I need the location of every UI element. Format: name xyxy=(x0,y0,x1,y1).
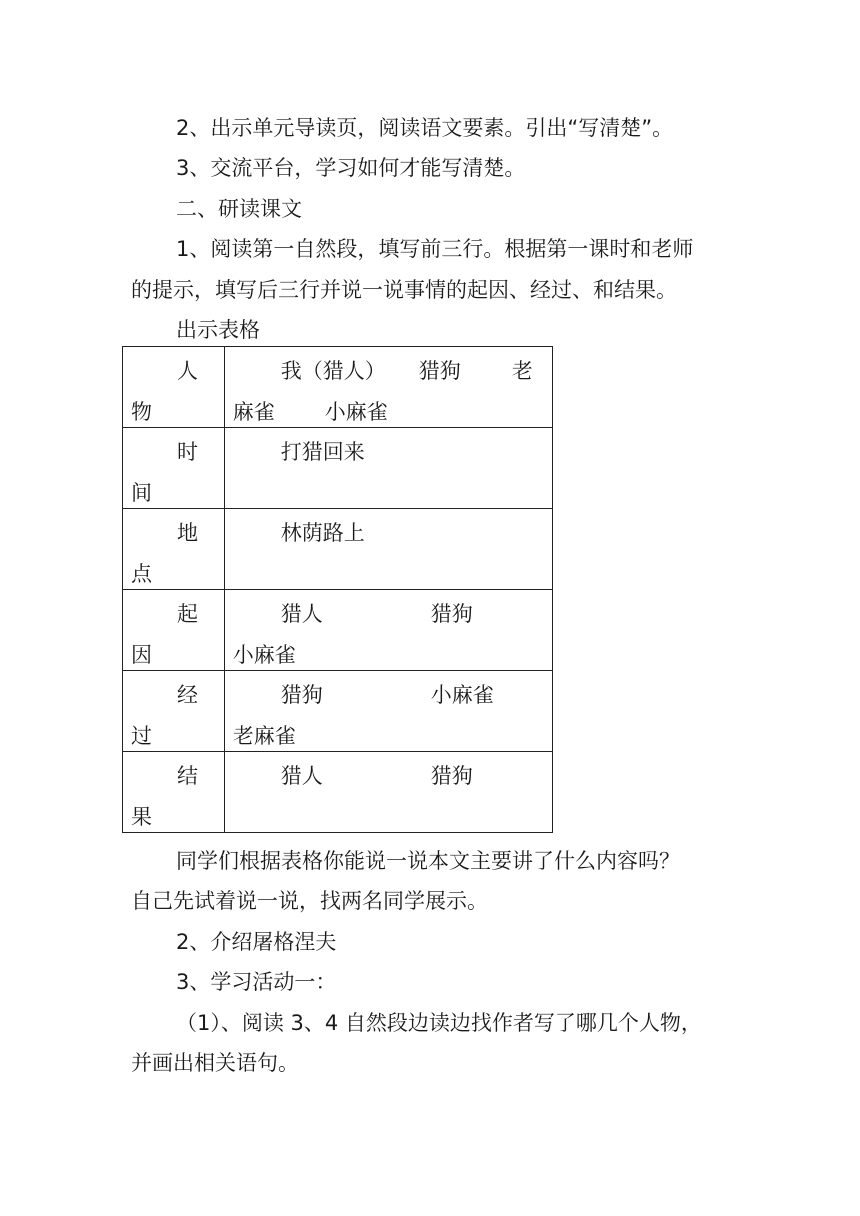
cell-value: 小麻雀 xyxy=(232,643,296,667)
table-row xyxy=(123,347,553,428)
paragraph-question-line2: 自己先试着说一说，找两名同学展示。 xyxy=(131,889,488,913)
table-row xyxy=(123,428,553,509)
paragraph-activity-step-line2: 并画出相关语句。 xyxy=(131,1051,299,1075)
paragraph-show-table: 出示表格 xyxy=(176,318,260,342)
cell-value: 麻雀 xyxy=(232,400,275,424)
cell-value: 猎狗 xyxy=(430,602,473,626)
row-label-part1: 经 xyxy=(177,683,198,707)
cell-value: 老麻雀 xyxy=(232,724,296,748)
paragraph-question-line1: 同学们根据表格你能说一说本文主要讲了什么内容吗？ xyxy=(176,849,680,873)
cell-value: 小麻雀 xyxy=(324,400,388,424)
row-label-part1: 起 xyxy=(177,602,198,626)
row-label-part2: 点 xyxy=(131,562,152,586)
cell-value: 猎狗 xyxy=(418,359,461,383)
cell-value: 我（猎人） xyxy=(280,359,386,383)
cell-value: 小麻雀 xyxy=(430,683,494,707)
row-label-part2: 果 xyxy=(131,805,152,829)
cell-value: 打猎回来 xyxy=(280,440,365,464)
row-label-part2: 过 xyxy=(131,724,152,748)
paragraph-guide-page: 2、出示单元导读页，阅读语文要素。引出“写清楚”。 xyxy=(176,116,674,140)
cell-value: 猎狗 xyxy=(430,764,473,788)
row-label-part1: 人 xyxy=(177,359,198,383)
row-label-part2: 物 xyxy=(131,400,152,424)
paragraph-introduce-author: 2、介绍屠格涅夫 xyxy=(176,930,337,954)
table-row xyxy=(123,509,553,590)
paragraph-read-first-line1: 1、阅读第一自然段，填写前三行。根据第一课时和老师 xyxy=(176,237,694,261)
cell-value: 猎人 xyxy=(280,764,323,788)
cell-value: 林荫路上 xyxy=(280,521,365,545)
section-heading: 二、研读课文 xyxy=(176,197,302,221)
row-label-part2: 间 xyxy=(131,481,152,505)
paragraph-activity-one: 3、学习活动一： xyxy=(176,970,337,994)
row-label-part1: 结 xyxy=(177,764,198,788)
row-label-part1: 时 xyxy=(177,440,198,464)
paragraph-read-first-line2: 的提示，填写后三行并说一说事情的起因、经过、和结果。 xyxy=(131,278,677,302)
cell-value: 猎狗 xyxy=(280,683,323,707)
paragraph-activity-step-line1: （1）、阅读 3、4 自然段边读边找作者写了哪几个人物， xyxy=(176,1011,702,1035)
cell-value: 猎人 xyxy=(280,602,323,626)
row-label-part1: 地 xyxy=(177,521,198,545)
table-row xyxy=(123,752,553,833)
story-elements-table xyxy=(122,346,553,833)
table-row xyxy=(123,671,553,752)
cell-value: 老 xyxy=(511,359,533,383)
row-label-part2: 因 xyxy=(131,643,152,667)
table-row xyxy=(123,590,553,671)
paragraph-exchange-platform: 3、交流平台，学习如何才能写清楚。 xyxy=(176,156,526,180)
